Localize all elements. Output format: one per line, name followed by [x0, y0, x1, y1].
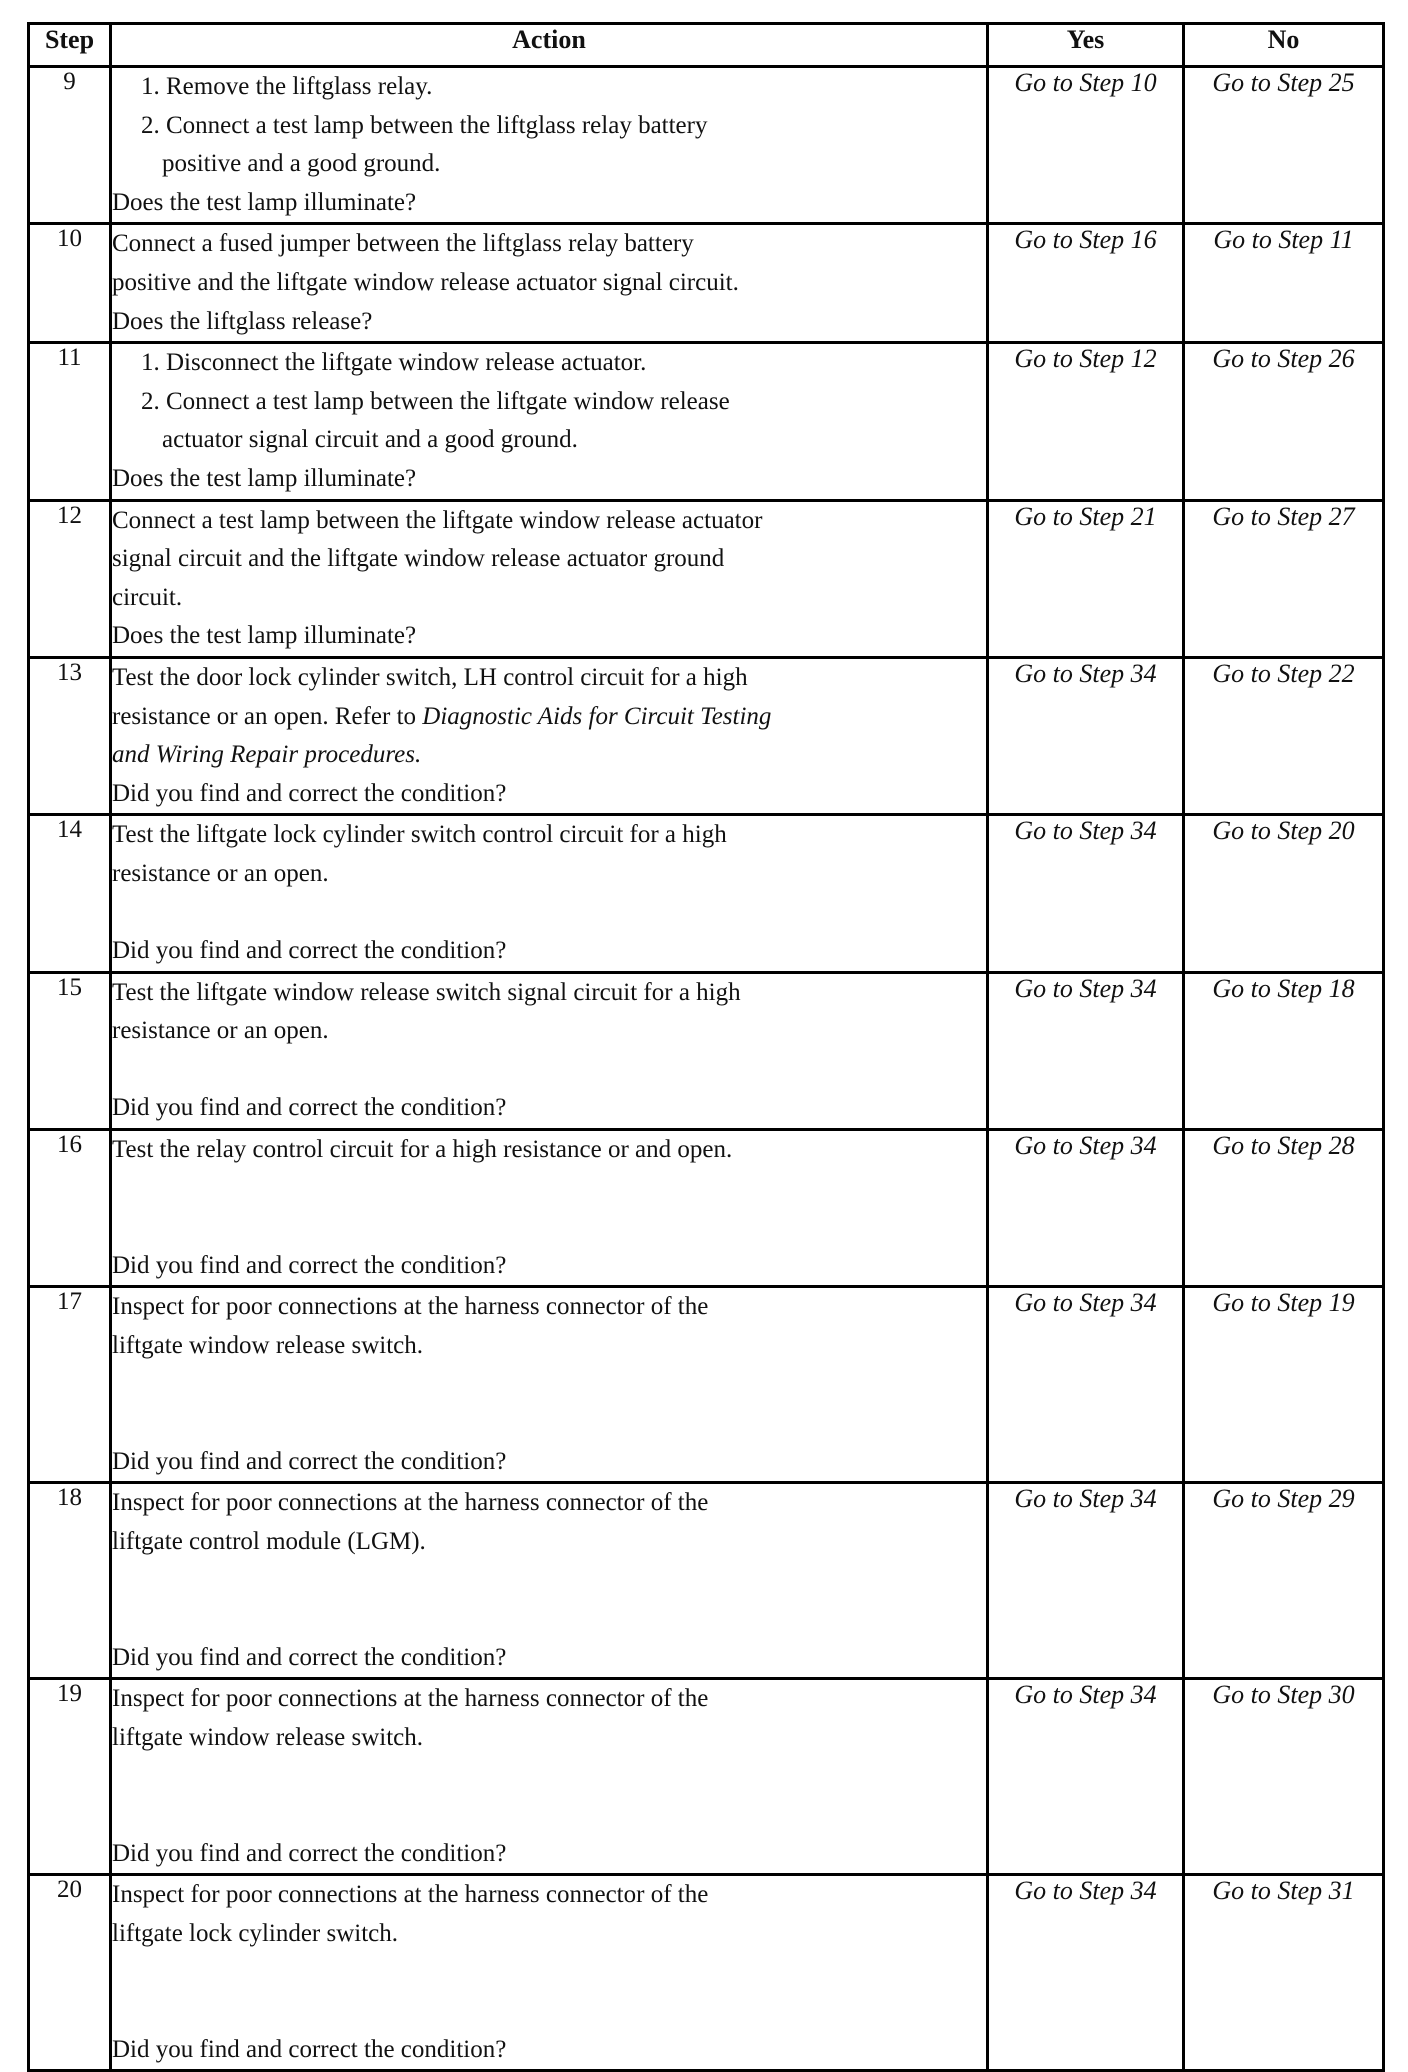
table-row — [29, 1679, 1384, 1875]
step-number: 11 — [29, 343, 111, 500]
action-text: resistance or an open. Refer to — [112, 702, 417, 730]
question-line: Does the test lamp illuminate? — [112, 622, 417, 650]
yes-target: Go to Step 10 — [988, 67, 1184, 224]
action-line: Inspect for poor connections at the harness connector of the — [112, 1881, 709, 1909]
step-number: 19 — [29, 1679, 111, 1875]
no-target: Go to Step 30 — [1184, 1679, 1384, 1875]
action-line: Test the liftgate window release switch signal circuit for a high — [112, 978, 741, 1006]
yes-target: Go to Step 34 — [988, 1130, 1184, 1287]
table-row — [29, 224, 1384, 343]
table-row — [29, 343, 1384, 500]
no-target: Go to Step 29 — [1184, 1483, 1384, 1679]
spacer-line — [112, 1796, 986, 1835]
action-cell — [111, 1483, 988, 1679]
yes-target: Go to Step 34 — [988, 1483, 1184, 1679]
action-cell — [111, 67, 988, 224]
spacer-line — [112, 1562, 986, 1601]
yes-header: Yes — [988, 24, 1184, 67]
question-line: Did you find and correct the condition? — [112, 779, 507, 807]
no-header: No — [1184, 24, 1384, 67]
action-header: Action — [111, 24, 988, 67]
action-cell — [111, 224, 988, 343]
question-line: Does the test lamp illuminate? — [112, 464, 417, 492]
no-target: Go to Step 20 — [1184, 815, 1384, 972]
action-cell — [111, 657, 988, 814]
yes-target: Go to Step 21 — [988, 500, 1184, 657]
step-number: 16 — [29, 1130, 111, 1287]
step-header: Step — [29, 24, 111, 67]
step-number: 14 — [29, 815, 111, 972]
action-line — [112, 736, 986, 775]
action-line: resistance or an open. — [112, 859, 329, 887]
no-target: Go to Step 27 — [1184, 500, 1384, 657]
action-line: signal circuit and the liftgate window release actuator ground — [112, 545, 725, 573]
action-line: liftgate window release switch. — [112, 1723, 424, 1751]
action-line: resistance or an open. — [112, 1017, 329, 1045]
yes-target: Go to Step 34 — [988, 657, 1184, 814]
action-line: Test the relay control circuit for a high resistance or and open. — [112, 1136, 733, 1164]
spacer-line — [112, 1366, 986, 1405]
question-line: Did you find and correct the condition? — [112, 2035, 507, 2063]
action-line: liftgate window release switch. — [112, 1332, 424, 1359]
action-cell — [111, 1130, 988, 1287]
action-line: 1. Remove the liftglass relay. — [141, 73, 433, 100]
step-number: 10 — [29, 224, 111, 343]
question-line: Did you find and correct the condition? — [112, 1447, 507, 1475]
action-line: positive and the liftgate window release actuator signal circuit. — [112, 268, 739, 296]
action-cell — [111, 815, 988, 972]
table-row — [29, 657, 1384, 814]
yes-target: Go to Step 34 — [988, 815, 1184, 972]
step-number: 18 — [29, 1483, 111, 1679]
action-cell — [111, 1875, 988, 2071]
spacer-line — [112, 1170, 986, 1209]
yes-target: Go to Step 34 — [988, 1287, 1184, 1483]
no-target: Go to Step 11 — [1184, 224, 1384, 343]
action-cell — [111, 343, 988, 500]
reference-link-text: and Wiring Repair procedures. — [112, 741, 422, 769]
no-target: Go to Step 31 — [1184, 1875, 1384, 2071]
action-line: 1. Disconnect the liftgate window release actuator. — [141, 349, 647, 377]
question-line: Did you find and correct the condition? — [112, 1643, 507, 1671]
no-target: Go to Step 26 — [1184, 343, 1384, 500]
action-line: liftgate control module (LGM). — [112, 1527, 426, 1555]
action-line: 2. Connect a test lamp between the liftgate window release — [141, 387, 730, 415]
table-row — [29, 500, 1384, 657]
question-line: Did you find and correct the condition? — [112, 1094, 507, 1122]
action-line — [112, 698, 986, 737]
table-row — [29, 972, 1384, 1129]
action-line: Test the liftgate lock cylinder switch control circuit for a high — [112, 821, 727, 849]
step-number: 9 — [29, 67, 111, 224]
step-number: 15 — [29, 972, 111, 1129]
reference-link-text: Diagnostic Aids for Circuit Testing — [422, 702, 772, 730]
spacer-line — [112, 1954, 986, 1993]
action-line: Inspect for poor connections at the harness connector of the — [112, 1489, 709, 1517]
yes-target: Go to Step 34 — [988, 972, 1184, 1129]
action-line: Inspect for poor connections at the harness connector of the — [112, 1293, 709, 1321]
action-line: Test the door lock cylinder switch, LH control circuit for a high — [112, 663, 748, 691]
header-row — [29, 24, 1384, 67]
action-line: positive and a good ground. — [162, 150, 441, 178]
question-line: Did you find and correct the condition? — [112, 937, 507, 965]
table-row — [29, 1287, 1384, 1483]
spacer-line — [112, 1208, 986, 1247]
spacer-line — [112, 1404, 986, 1443]
question-line: Does the liftglass release? — [112, 307, 373, 335]
action-line: 2. Connect a test lamp between the liftglass relay battery — [141, 111, 708, 139]
question-line: Did you find and correct the condition? — [112, 1251, 507, 1279]
no-target: Go to Step 28 — [1184, 1130, 1384, 1287]
spacer-line — [112, 893, 986, 932]
spacer-line — [112, 1051, 986, 1090]
table-row — [29, 1875, 1384, 2071]
step-number: 17 — [29, 1287, 111, 1483]
diagnostic-table — [27, 22, 1385, 2072]
no-target: Go to Step 19 — [1184, 1287, 1384, 1483]
action-line: Connect a test lamp between the liftgate window release actuator — [112, 506, 763, 534]
spacer-line — [112, 1758, 986, 1797]
spacer-line — [112, 1600, 986, 1639]
no-target: Go to Step 25 — [1184, 67, 1384, 224]
table-row — [29, 815, 1384, 972]
no-target: Go to Step 18 — [1184, 972, 1384, 1129]
step-number: 12 — [29, 500, 111, 657]
step-number: 13 — [29, 657, 111, 814]
table-row — [29, 1130, 1384, 1287]
action-line: actuator signal circuit and a good ground. — [162, 426, 578, 454]
step-number: 20 — [29, 1875, 111, 2071]
question-line: Does the test lamp illuminate? — [112, 188, 417, 216]
action-line: circuit. — [112, 583, 183, 611]
action-cell — [111, 500, 988, 657]
yes-target: Go to Step 34 — [988, 1679, 1184, 1875]
yes-target: Go to Step 16 — [988, 224, 1184, 343]
action-cell — [111, 1287, 988, 1483]
table-row — [29, 67, 1384, 224]
table-row — [29, 1483, 1384, 1679]
action-line: liftgate lock cylinder switch. — [112, 1919, 399, 1947]
yes-target: Go to Step 34 — [988, 1875, 1184, 2071]
spacer-line — [112, 1992, 986, 2031]
yes-target: Go to Step 12 — [988, 343, 1184, 500]
no-target: Go to Step 22 — [1184, 657, 1384, 814]
action-cell — [111, 1679, 988, 1875]
action-cell — [111, 972, 988, 1129]
question-line: Did you find and correct the condition? — [112, 1839, 507, 1867]
action-line: Inspect for poor connections at the harness connector of the — [112, 1685, 709, 1713]
action-line: Connect a fused jumper between the liftglass relay battery — [112, 230, 694, 258]
